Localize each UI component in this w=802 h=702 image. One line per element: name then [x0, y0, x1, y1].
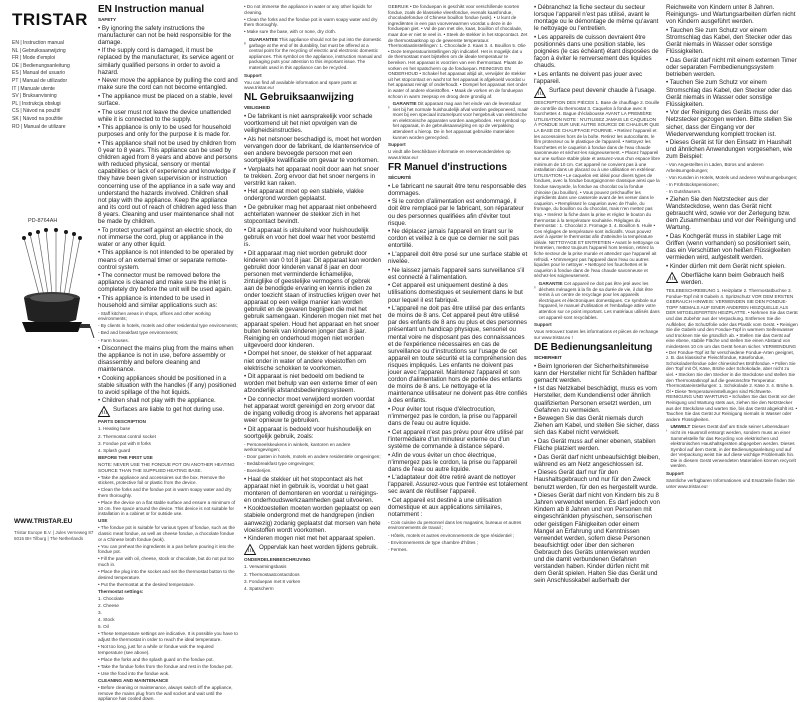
safety-heading: SAFETY [98, 17, 117, 22]
address-line: Tristar Europe B.V. | Jules Verneweg 87 [14, 530, 94, 535]
hot-surface-icon [98, 406, 110, 417]
safety-item: • Afin de vous éviter un choc électrique, n'immergez pas le cordon, la prise ou l'appareil dans de l'eau ou autre liquide. [388, 451, 517, 473]
safety-item: • Tauchen Sie zum Schutz vor einem Stromschlag das Kabel, den Stecker oder das Gerät niemals in Wasser oder sonstige Flüssigkeiten. [666, 79, 792, 108]
safety-item: • This appliance is only to be used for household purposes and only for the purpose it is made for. [98, 124, 231, 139]
safety-item: • Beim Ignorieren der Sicherheitshinweise kann der Hersteller nicht für Schäden haftbar gemacht werden. [534, 362, 658, 384]
part-item: 2. Thermostaatcontactdoos [244, 571, 300, 577]
safety-item: • Het apparaat moet op een stabiele, vlakke ondergrond worden geplaatst. [244, 188, 364, 203]
safety-item: • The appliance must be placed on a stable, level surface. [98, 92, 233, 108]
usage-item: - Staff kitchen areas in shops, offices and other working environments; [98, 310, 211, 322]
safety-item: • Never move the appliance by pulling the cord and make sure the cord can not become entangled. [98, 77, 238, 92]
column-4 [534, 4, 661, 585]
support-text: Sämtliche verfügbaren Informationen und Ersatzteile finden Sie unter www.tristar.eu! [666, 478, 795, 489]
safety-item: • L'adaptateur doit être retiré avant de nettoyer l'appareil. Assurez-vous que l'entrée est totalement sec avant de réutiliser l'appareil. [388, 474, 528, 496]
safety-item: • Dit apparaat is niet bedoeld om bediend te worden met behulp van een externe timer of een afzonderlijk afstandsbedieningssysteem. [244, 373, 378, 395]
hot-surface-warning [98, 406, 238, 417]
usage-item: - Farm houses. [98, 337, 129, 343]
cover-column [4, 6, 94, 571]
de-safety-heading: SICHERHEIT [534, 354, 562, 360]
de-usage-text: TEILEBESCHREIBUNG 1. Heizplatte 2. Thermostatbuchse 3. Fondue-Topf mit 8 Gabeln 4. Spritzschutz VOR DEM ERSTEN GEBRAUCH HINWEIS: VERWENDEN SIE DEN FONDUE-TOPF NIEMALS AUF EINER ANDEREN HEIZQUELLE ALS DER MITGELIEFERTEN HEIZPLATTE. • Nehmen Sie das Gerät und das Zubehör aus der Verpackung. Entfernen Sie die Aufkleber, die Schutzfolie oder das Plastik vom Gerät. • Reinigen Sie die Gabeln und den Fondue-Topf in warmem Seifenwasser und trocknen Sie sie gründlich ab. • Stellen Sie das Gerät auf eine ebene, stabile Fläche und stellen Sie einen Abstand von mindestens 10 cm um das Gerät herum sicher. VERWENDUNG • Der Fondue-Topf ist für verschiedene Fondue-Arten geeignet, z. B. das klassische Fleischfondue, Käsefondue, Schokoladenfondue oder chinesisches Brühfondue. • Füllen Sie den Topf mit Öl, Käse, Brühe oder Schokolade, aber nicht zu viel. • Stecken Sie den Stecker in die Steckdose und stellen Sie den Thermostatknopf auf die gewünschte Temperatur. Thermostateinstellungen: 1. Schokolade 2. Käse 3. 4. Brühe 5. Öl • Diese Temperatureinstellungen sind Richtwerte. REINIGUNG UND WARTUNG • Schalten Sie das Gerät vor der Reinigung und Wartung stets aus, ziehen Sie den Netzstecker aus der Steckdose und warten Sie, bis das Gerät abgekühlt ist. • Tauchen Sie das Gerät zur Reinigung niemals in Wasser oder andere Flüssigkeiten. [666, 288, 798, 422]
safety-item: • L'appareil doit être posé sur une surface stable et nivelée. [388, 250, 528, 266]
de-safety-list [534, 363, 660, 585]
thermostat-list [98, 596, 238, 630]
de-safety-list-2 [666, 4, 798, 160]
safety-item: • Dit apparaat mag niet worden gebruikt door kinderen van 0 tot 8 jaar. Dit apparaat kan worden gebruikt door kinderen vanaf 8 jaar en door personen met verminderde lichamelijke, zintuiglijke of geestelijke vermogens of gebrek aan de benodigde ervaring en kennis indien ze onder toezicht staan of instructies krijgen over het apparaat op een veilige manier kan worden gebruikt en de gevaren begrijpen die met het gebruik samengaan. Kinderen mogen niet met het apparaat spelen. Houd het apparaat en het snoer buiten bereik van kinderen jonger dan 8 jaar. Reiniging en onderhoud mogen niet worden uitgevoerd door kinderen. [244, 249, 382, 349]
warning-text: Surfaces are liable to get hot during use. [113, 406, 225, 414]
en-usage-list [98, 311, 238, 343]
use-item: • Place the plug into the socket and set the thermostat button to the desired temperature. [98, 569, 235, 580]
use-list-2 [98, 631, 238, 676]
section-title-nl: NL Gebruiksaanwijzing [244, 92, 354, 104]
nl-safety-list [244, 113, 382, 440]
first-use-item: • Place the device on a flat stable surface and ensure a minimum of 10 cm. free space around the device. This device is not suitable for installation in a cabinet or for outside use. [98, 500, 236, 517]
usage-item: - Personeelskeukens in winkels, kantoren en andere werkomgevingen; [244, 441, 351, 453]
language-item: ES | Manual del usuario [12, 70, 65, 77]
language-item: RO | Manual de utilizare [12, 123, 66, 130]
guarantee-heading: GUARANTEE [248, 36, 278, 42]
safety-item: • Ne laissez jamais l'appareil sans surveillance s'il est connecté à l'alimentation. [388, 266, 525, 281]
safety-item: • Cet appareil n'est pas prévu pour être utilisé par l'intermédiaire d'un minuteur externe ou d'un système de commande à distance séparé. [388, 428, 524, 450]
thermostat-item: 5. Oil [98, 624, 109, 630]
en-safety-list-2 [98, 345, 238, 405]
safety-item: • Débranchez la fiche secteur du secteur lorsque l'appareil n'est pas utilisé, avant le montage ou le démontage de même qu'avant le nettoyage ou l'entretien. [534, 4, 659, 33]
en-cleaning-tail [244, 4, 382, 35]
use-item: • Take the fondue forks from the fondue and rest in the fondue pot. [98, 663, 233, 669]
column-2 [244, 4, 382, 591]
safety-item: • Haal de stekker uit het stopcontact als het apparaat niet in gebruik is, voordat u het gaat monteren of demonteren en voordat u reinigings- en onderhoudswerkzaamheden gaat uitvoeren. [244, 475, 379, 504]
nl-usage-list [244, 442, 382, 474]
umwelt-heading: UMWELT [670, 424, 691, 430]
warning-text: Surface peut devenir chaude à l'usage. [549, 87, 657, 95]
de-hot-surface-warning [666, 272, 798, 286]
safety-item: • Cooking appliances should be positioned in a stable situation with the handles (if any) positioned to avoid spillage of the hot liquids. [98, 374, 237, 396]
safety-item: • Kinder dürfen mit dem Gerät nicht spielen. [666, 262, 786, 270]
usage-item: - Bed and breakfast type environments; [98, 330, 179, 336]
safety-item: • This appliance shall not be used by children from 0 year to 8 years. This appliance can be used by children aged from 8 years and above and persons with reduced physical, sensory or mental capabilities or lack of experience and knowledge if they have been given supervision or instruction concerning use of the appliance in a safe way and understand the hazards involved. Children shall not play with the appliance. Keep the appliance and its cord out of reach of children aged less than 8 years. Cleaning and user maintenance shall not be made by children. [98, 140, 238, 226]
hot-surface-icon [534, 87, 546, 98]
safety-item: • Disconnect the mains plug from the mains when the appliance is not in use, before assembly or disassembly and before cleaning and maintenance. [98, 344, 234, 373]
safety-item: • Das Gerät darf nicht unbeaufsichtigt bleiben, während es am Netz angeschlossen ist. [534, 453, 660, 468]
safety-item: • Das Gerät muss auf einer ebenen, stabilen Fläche platziert werden. [534, 438, 656, 453]
safety-item: • Dieses Gerät ist für den Einsatz im Haushalt und ähnlichen Anwendungen vorgesehen, wie zum Beispiel: [666, 139, 793, 161]
use-item: • Not too long, just for a while or fondue wok the required temperature (see above). [98, 644, 214, 655]
use-item: • Use the food into the fondue wok. [98, 670, 170, 676]
safety-item: • The connector must be removed before the appliance is cleaned and make sure the inlet is completely dry before the unit will be used again. [98, 272, 232, 294]
language-item: IT | Manuale utente [12, 85, 55, 92]
part-item: 1. Heating base [98, 426, 131, 432]
column-3 [388, 4, 528, 570]
fondue-set-image [10, 228, 94, 348]
safety-item: • Kinderen mogen niet met het apparaat spelen. [244, 535, 376, 543]
nl-safety-list-2 [244, 476, 382, 543]
cleaning-item: • Before cleaning or maintenance, always switch off the appliance, remove the mains plug from the wall socket and wait until the appliance has cooled down. [98, 685, 233, 702]
usage-item: - By clients in hotels, motels and other residential type environments; [98, 323, 238, 329]
garantie-heading: GARANTIE [538, 281, 563, 287]
first-use-item: • Take the appliance and accessoires out the box. Remove the stickers, protective foil or plastic from the device. [98, 474, 225, 486]
use-heading: USE [98, 518, 108, 524]
fr-usage-list [388, 520, 528, 552]
section-title-de: DE Bedienungsanleitung [534, 341, 653, 353]
recycle-bin-icon [666, 424, 667, 437]
safety-item: • Dieses Gerät darf nicht von Kindern bis zu 8 Jahren verwendet werden. Es darf jedoch von Kindern ab 8 Jahren und von Personen mit eingeschränkten physischen, sensorischen oder geistigen Fähigkeiten oder einem Mangel an Erfahrung und Kenntnissen verwendet werden, sofern diese Personen beaufsichtigt oder über den sicheren Gebrauch des Geräts unterwiesen wurden und die damit verbundenen Gefahren verstanden haben. Kinder dürfen nicht mit dem Gerät spielen. Halten Sie das Gerät und sein Anschlusskabel außerhalb der [534, 492, 660, 585]
warning-text: Oberfläche kann beim Gebrauch heiß werden. [681, 271, 785, 286]
umwelt-text: Dieses Gerät darf am Ende seiner Lebensdauer nicht im Hausmüll entsorgt werden, sondern muss an einer Sammelstelle für das Recycling von elektrischen und elektronischen Haushaltsgeräten abgegeben werden. Dieses Symbol auf dem Gerät, in der Bedienungsanleitung und auf der Verpackung weist Sie auf diese wichtige Problematik hin. Die in diesem Gerät verwendeten Materialien können recycelt werden. [670, 424, 796, 469]
use-list [98, 525, 238, 587]
use-item: • Place the forks and the splash guard on the fondue pot. [98, 656, 214, 662]
safety-item: • Dieses Gerät darf nur für den Haushaltsgebrauch und nur für den Zweck benutzt werden, für den es hergestellt wurde. [534, 469, 658, 491]
safety-item: • To protect yourself against an electric shock, do not immerse the cord, plug or appliance in the water or any other liquid. [98, 226, 233, 248]
safety-item: • Le fabricant ne saurait être tenu responsable des dommages. [388, 182, 527, 197]
safety-item: • Bewegen Sie das Gerät niemals durch Ziehen am Kabel, und stellen Sie sicher, dass sich das Kabel nicht verwickelt. [534, 415, 660, 437]
nl-safety-heading: VEILIGHEID [244, 105, 271, 111]
safety-item: • Ne déplacez jamais l'appareil en tirant sur le cordon et veillez à ce que ce dernier ne soit pas entortillé. [388, 228, 520, 250]
de-umwelt [666, 424, 798, 469]
use-item: • These temperature settings are indicative. It is possible you have to adjust the thermostat in order to reach the ideal temperature. [98, 631, 238, 642]
hot-surface-icon [666, 272, 678, 283]
use-item: • The fondue pot is suitable for various types of fondue, such as the classic meat fondue, as well as cheese fondue, a chocolate fondue or a Chinese broth fondue (wok). [98, 525, 235, 542]
nl-usage-text: GEBRUIK • De fonduepan is geschikt voor verschillende soorten fondue, zoals de klassieke vleesfondue, evenals kaasfondue, chocoladefondue of Chinese bouillon fondue (wok). • U kunt de ingrediënten in een pan voorverwarmen voordat u deze in de fonduepan giet. • Vul de pan met olie, kaas, bouillon of chocolade, maar doe er niet te veel in. • Steek de stekker in het stopcontact. Zet de thermostaatknop op de gewenste temperatuur. Thermostaatinstellingen: 1. Chocolade 2. Kaas 3. 4. Bouillon 5. Olie • Deze temperatuurinstellingen zijn indicatief. Het is mogelijk dat u de thermostaat moet bijstellen om de ideale temperatuur te bereiken. Het apparaat is voorzien van een thermostaat. Plaats de vorken en het spatscherm op de fonduepan. REINIGING EN ONDERHOUD • Schakel het apparaat altijd uit, verwijder de stekker uit het stopcontact en wacht tot het apparaat is afgekoeld voordat u het apparaat reinigt of onderhoudt. • Dompel het apparaat niet onder in water of andere vloeistoffen. • Maak de vorken en de fonduepan schoon in warm zeepsop en droog deze grondig af. [388, 4, 528, 99]
address-line: 5015 BH Tilburg | The Netherlands [14, 536, 84, 541]
thermostat-item: 1. Chocolate [98, 595, 124, 601]
part-item: 2. Thermostat control socket [98, 433, 156, 439]
safety-item: • Dompel het snoer, de stekker of het apparaat niet onder in water of andere vloeistoffen om elektrische schokken te voorkomen. [244, 350, 372, 372]
safety-item: • L'appareil ne doit pas être utilisé par des enfants de moins de 8 ans. Cet appareil peut être utilisé par des enfants de 8 ans ou plus et des personnes présentant un handicap physique, sensoriel ou mental voire ne disposant pas des connaissances et de l'expérience nécessaires en cas de surveillance ou d'instructions sur l'usage de cet appareil en toute sécurité et la compréhension des risques impliqués. Les enfants ne doivent pas jouer avec l'appareil. Maintenez l'appareil et son cordon d'alimentation hors de portée des enfants de moins de 8 ans. Le nettoyage et la maintenance utilisateur ne doivent pas être confiés à des enfants. [388, 305, 528, 405]
fr-safety-list-2 [534, 4, 660, 85]
safety-item: • This appliance is not intended to be operated by means of an external timer or separate remote-control system. [98, 249, 234, 271]
thermostat-heading: Thermostat settings: [98, 588, 144, 594]
cleaning-list [98, 685, 238, 702]
de-safety-list-3 [666, 196, 798, 270]
usage-item: - In Frühstückspensionen; [666, 181, 719, 187]
parts-heading: PARTS DESCRIPTION [98, 419, 146, 425]
safety-item: Reichweite von Kindern unter 8 Jahren. Reinigungs- und Wartungsarbeiten dürfen nicht von Kindern ausgeführt werden. [666, 4, 796, 26]
use-item: • Put the thermostat at the desired temperature. [98, 581, 195, 587]
section-title-fr: FR Manuel d'instructions [388, 162, 508, 174]
usage-item: - Boerderijen. [244, 468, 272, 474]
safety-item: • Kooktoestellen moeten worden geplaatst op een stabiele ondergrond met de handgrepen (indien aanwezig) zodanig geplaatst dat morsen van hete vloeistoffen wordt voorkomen. [244, 505, 381, 534]
safety-item: • Ziehen Sie den Netzstecker aus der Wandsteckdose, wenn das Gerät nicht gebraucht wird, sowie vor der Zerlegung bzw. dem Zusammenbau und vor der Reinigung und Wartung. [666, 195, 796, 232]
thermostat-item: 4. Stock [98, 617, 115, 623]
recycle-bin-icon [534, 281, 536, 294]
language-item: FR | Mode d'emploi [12, 55, 56, 62]
support-heading: Support [534, 322, 552, 328]
nl-parts-heading: ONDERDELENBESCHRIJVING [244, 557, 311, 563]
language-item: CS | Návod na použití [12, 108, 61, 115]
usage-item: - Coin cuisine du personnel dans les magasins, bureaux et autres environnements de travail ; [388, 519, 522, 531]
language-item: DE | Bedienungsanleitung [12, 62, 70, 69]
usage-item: - Von Angestellten in Läden, Büros und anderen Arbeitsumgebungen; [666, 161, 764, 173]
part-item: 3. Fonduepan met 8 vorken [244, 578, 301, 584]
address-block [14, 530, 93, 542]
safety-item: • Children shall not play with the appliance. [98, 397, 216, 405]
thermostat-item: 3. [98, 610, 102, 616]
nl-parts-list [244, 564, 382, 591]
language-item: SK | Návod na použitie [12, 115, 63, 122]
safety-item: • Cet appareil est destiné à une utilisation domestique et aux applications similaires, notamment : [388, 497, 503, 519]
column-5 [666, 4, 798, 570]
safety-item: • Les appareils de cuisson devraient être positionnés dans une position stable, les poignées (le cas échéant) étant disposées de façon à éviter le renversement des liquides chauds. [534, 33, 659, 70]
safety-item: • Das Kochgerät muss in stabiler Lage mit Griffen (wenn vorhanden) so positioniert sein, das ein Verschütten von heißen Flüssigkeiten vermieden wird, aufgestellt werden. [666, 232, 791, 262]
garantie-text: Cet appareil ne doit pas être jeté avec les déchets ménagers à la fin de sa durée de vie, il doit être remis à un centre de recyclage pour les appareils électriques et électroniques domestiques. Ce symbole sur l'appareil, le manuel d'utilisation et l'emballage attire votre attention sur ce point important. Les matériaux utilisés dans cet appareil sont recyclables. [538, 281, 660, 320]
safety-item: • If the supply cord is damaged, it must be replaced by the manufacturer, its service agent or similarly qualified persons in order to avoid a hazard. [98, 47, 234, 76]
usage-item: - Hôtels, motels et autres environnements de type résidentiel ; [388, 532, 515, 538]
safety-item: • Tauchen Sie zum Schutz vor einem Stromschlag das Kabel, den Stecker oder das Gerät niemals in Wasser oder sonstige Flüssigkeiten. [666, 26, 792, 56]
support-text: You can find all available information and spare parts at www.tristar.eu! [244, 79, 357, 91]
safety-item: • Les enfants ne doivent pas jouer avec l'appareil. [534, 70, 643, 85]
safety-item: • Das Gerät darf nicht mit einem externen Timer oder separaten Fernbedienungssystem betrieben werden. [666, 56, 797, 78]
thermostat-item: 2. Cheese [98, 603, 119, 608]
usage-item: - Fermes. [388, 546, 408, 552]
fr-usage-text: DESCRIPTION DES PIÈCES 1. Base de chauffage 2. Douille de contrôle du thermostat 3. Caquelon à fondue avec 8 fourchettes 4. Bague d'éclabousse AVANT LA PREMIÈRE UTILISATION NOTE : N'UTILISEZ JAMAIS LE CAQUELON À FONDUE SUR UNE AUTRE SOURCE DE CHALEUR QUE LA BASE DE CHAUFFAGE FOURNIE. • Retirez l'appareil et les accessoires hors de la boîte. Retirez les autocollants, le film protecteur ou le plastique de l'appareil. • Nettoyez les fourchettes et le caquelon à fondue dans de l'eau chaude savonneuse et séchez-les soigneusement. • Placez l'appareil sur une surface stable plate et assurez-vous d'un espace libre minimum de 10 cm. Cet appareil ne convient pas à une installation dans un placard ou à une utilisation en extérieur. UTILISATION • Le caquelon est idéal pour divers types de fondues, avec la fondue bourguignonne classique ainsi que la fondue savoyarde, la fondue au chocolat ou la fondue chinoise (au bouillon). • Vous pouvez préchauffer les ingrédients dans une casserole avant de les verser dans le caquelon. • Remplissez le caquelon avec de l'huile, du fromage, du bouillon ou du chocolat, mais n'en mettez pas trop. • Insérez la fiche dans la prise et réglez le bouton du thermostat à la température souhaitée. Réglages du thermostat : 1. Chocolat 2. Fromage 3. 4. Bouillon 5. Huile • Ces réglages de température sont indicatifs. Vous pouvez avoir à ajuster le thermostat afin d'atteindre la température idéale. NETTOYAGE ET ENTRETIEN • Avant le nettoyage ou l'entretien, mettez toujours l'appareil hors tension, retirez la fiche secteur de la prise murale et attendez que l'appareil ait refroidi. • N'immergez pas l'appareil dans l'eau ou autres liquides pour le nettoyer. • Nettoyez les fourchettes et le caquelon à fondue dans de l'eau chaude savonneuse et séchez-les soigneusement. [534, 100, 661, 279]
use-item: • You can preheat the ingredients in a pan before pouring it into the fondue pot. [98, 543, 234, 555]
safety-item: • Als het netsnoer beschadigd is, moet het worden vervangen door de fabrikant, de klantenservice of een andere bevoegde persoon met een soortgelijke kwalificatie om gevaar te voorkomen. [244, 135, 382, 164]
safety-item: • Ist das Netzkabel beschädigt, muss es vom Hersteller, dem Kundendienst oder ähnlich qualifizierten Personen ersetzt werden, um Gefahren zu vermeiden. [534, 385, 657, 414]
first-use-note: NOTE: NEVER USE THE FONDUE POT ON ANOTHER HEATING SOURCE THAN THE SUPPLIED HEATING BASE. [98, 461, 235, 473]
fr-garantie [534, 281, 660, 320]
part-item: 4. Spatscherm [244, 585, 274, 591]
fr-hot-surface-warning [534, 87, 660, 98]
safety-item: • The user must not leave the device unattended while it is connected to the supply. [98, 108, 231, 123]
safety-item: • De fabrikant is niet aansprakelijk voor schade voortkomend uit het niet opvolgen van de veiligheidsinstructies. [244, 112, 373, 135]
safety-item: • Cet appareil est uniquement destiné à des utilisations domestiques et seulement dans le but pour lequel il est fabriqué. [388, 282, 523, 304]
first-use-item: • Clean the forks and the fondue pot in warm soapy water and dry them thoroughly. [98, 487, 232, 498]
cleaning-item: • Do not immerse the appliance in water or any other liquids for cleaning. [244, 4, 372, 15]
safety-item: • Verplaats het apparaat nooit door aan het snoer te trekken. Zorg ervoor dat het snoer nergens in verstrikt kan raken. [244, 165, 379, 187]
language-list [12, 40, 94, 131]
de-usage-list [666, 162, 798, 194]
parts-list [98, 426, 238, 453]
cleaning-item: • Clean the forks and the fondue pot in warm soapy water and dry them thoroughly. [244, 16, 378, 28]
usage-item: - Bed&breakfast type omgevingen; [244, 461, 315, 467]
safety-item: • De connector moet verwijderd worden voordat het apparaat wordt gereinigd en zorg ervoor dat de ingang volledig droog is alvorens het apparaat weer opnieuw te gebruiken. [244, 395, 380, 425]
first-use-list [98, 475, 238, 517]
fr-safety-heading: SÉCURITÉ [388, 175, 412, 181]
nl-garantie [388, 101, 528, 140]
first-use-heading: BEFORE THE FIRST USE [98, 454, 153, 460]
safety-item: • Dit apparaat is uitsluitend voor huishoudelijk gebruik en voor het doel waar het voor bestemd is. [244, 226, 376, 248]
support-text: U vindt alle beschikbare informatie en reserveonderdelen op www.tristar.eu! [388, 149, 511, 160]
usage-item: - Environnements de type chambre d'hôtes ; [388, 539, 478, 545]
guarantee-text: This appliance should not be put into the domestic garbage at the end of its durability, but must be offered at a central point for the recycling of electric and electronic domestic appliances. This symbol on the appliance, instruction manual and packaging puts your attention to this important issue. The materials used in this appliance can be recycled. [248, 36, 382, 70]
support-heading: Support [388, 142, 406, 148]
recycle-bin-icon [388, 101, 390, 114]
safety-item: • Pour éviter tout risque d'électrocution, n'immergez pas le cordon, la prise ou l'appareil dans de l'eau ou autre liquide. [388, 405, 517, 428]
fr-safety-list [388, 183, 528, 519]
part-item: 1. Verwarmingsbasis [244, 564, 287, 570]
safety-item: • Si le cordon d'alimentation est endommagé, il doit être remplacé par le fabricant, son réparateur ou des personnes qualifiées afin d'éviter tout risque. [388, 198, 524, 227]
model-number: PD-8764AH [28, 218, 58, 224]
warning-text: Oppervlak kan heet worden tijdens gebruik. [259, 544, 379, 552]
nl-hot-surface-warning [244, 544, 382, 555]
language-item: PT | Manual de utilizador [12, 77, 68, 84]
en-guarantee [244, 37, 382, 71]
part-item: 4. Splash guard [98, 447, 131, 453]
support-text: Vous retrouvez toutes les informations et pièces de rechange sur www.tristar.eu ! [534, 329, 659, 340]
cleaning-item: • Make sure the base, with or none, dry cloth. [244, 29, 336, 35]
usage-item: - Door gasten in hotels, motels en andere residentiële omgevingen; [244, 454, 381, 460]
safety-item: • Dit apparaat is bedoeld voor huishoudelijk en soortgelijk gebruik, zoals: [244, 425, 372, 440]
language-item: SV | Bruksanvisning [12, 93, 57, 100]
language-item: EN | Instruction manual [12, 40, 64, 46]
hot-surface-icon [244, 544, 256, 555]
usage-item: - In Gutshäusern. [666, 188, 702, 194]
recycle-bin-icon [244, 37, 246, 50]
use-item: • Fill the pan with oil, cheese, stock or chocolate, but do not put too much in. [98, 556, 234, 567]
support-heading: Support [666, 471, 684, 477]
language-item: PL | Instrukcja obsługi [12, 100, 61, 107]
safety-item: • This appliance is intended to be used in household and similar applications such as: [98, 294, 218, 310]
part-item: 3. Fondue pot with 8 forks [98, 440, 151, 446]
garantie-heading: GARANTIE [392, 101, 417, 107]
safety-item: • By ignoring the safety instructions the manufacturer can not be held responsible for the damage. [98, 24, 232, 46]
column-en [98, 4, 238, 702]
en-safety-list [98, 25, 238, 310]
safety-item: • De gebruiker mag het apparaat niet onbeheerd achterlaten wanneer de stekker zich in het stopcontact bevindt. [244, 204, 377, 226]
brand-logo: TRISTAR [12, 10, 88, 29]
website-url[interactable]: WWW.TRISTAR.EU [14, 518, 73, 525]
section-title-en: EN Instruction manual [98, 4, 205, 15]
safety-item: • Vor der Reinigung des Geräts muss der Netzstecker gezogen werden. Bitte stellen Sie sicher, dass der Eingang vor der Wiederverwendung komplett trocken ist. [666, 109, 793, 138]
garantie-text: Dit apparaat mag aan het einde van de levensduur niet bij het normale huishoudelijk afval worden gedeponeerd, maar moet bij een speciaal inzamelpunt voor hergebruik van elektrische en elektronische apparaten worden aangeboden. Het symbool op het apparaat, in de gebruiksaanwijzing en op de verpakking attendeert u hierop. De in het apparaat gebruikte materialen kunnen worden gerecycled. [392, 101, 528, 140]
language-item: NL | Gebruiksaanwijzing [12, 47, 66, 54]
cleaning-heading: CLEANING AND MAINTENANCE [98, 678, 169, 684]
support-heading: Support [244, 72, 262, 78]
usage-item: - Von Kunden in Hotels, Motels und anderen Wohnumgebungen; [666, 174, 798, 180]
